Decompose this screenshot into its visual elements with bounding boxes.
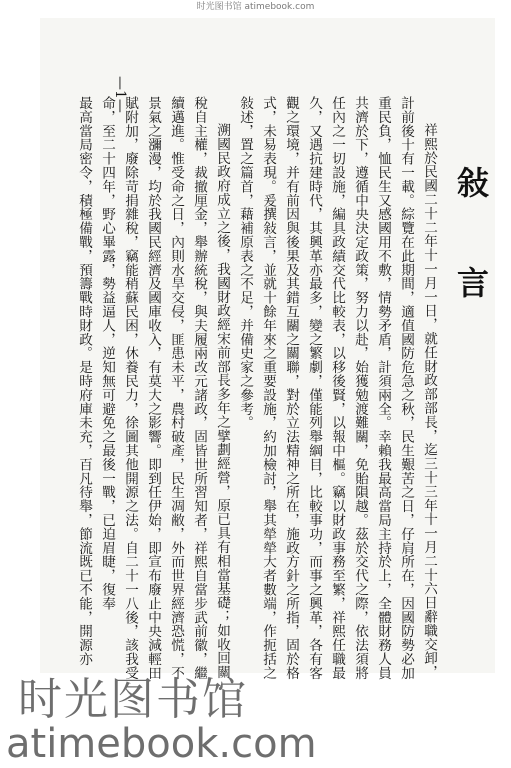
- watermark-chinese: 时光图书馆: [18, 674, 248, 725]
- watermark-top-banner: [0, 0, 511, 14]
- body-text: [76, 96, 440, 681]
- watermark-url: atimebook.com: [6, 721, 317, 767]
- page-number: —1—: [112, 76, 128, 113]
- page-title: 敍 言: [452, 166, 490, 316]
- scanned-book-page: [40, 18, 495, 680]
- paragraph-1: 祥熙於民國二十二年十一月一日，就任財政部部長，迄三十三年十一月二十六日辭職交卸，計前後十有一載。綜覽在此期間，適值國防危急之秋，民生艱苦之日，仔肩所在，因國防勢必加重民負，恤民生又感國用不敷，情勢矛盾，計須兩全。幸賴我最高當局主持於上，全體財務人員共濟於下，遵循中央決定政策，努力以赴，始獲勉渡難關，免貽隕越。茲於交代之際，依法須將任內之一切設施，編具政績交代比較表，以移後賢，以報中樞。竊以財政事務至繁，祥熙任職最久，又遇抗建時代，其興革亦最多，變之繁劇，僅能列舉綱目，比較事功，而事之興革，各有客觀之環境，并有前因與後果及其錯互關之關聯，對於立法精神之所在，施政方針之所指，固於格式，未易表現。爰撰敍言，並就十餘年來之重要設施，約加檢討，舉其犖犖大者數端，作扼括之敍述，置之篇首，藉補原表之不足，并備史家之參考。: [237, 96, 437, 680]
- paragraph-3: 最高當局密令，積極備戰，預籌戰時財政。是時府庫未充，百凡待舉，節流既已不能，開源亦: [76, 96, 92, 666]
- watermark-top-text: 时光图书馆 atimebook.com: [196, 2, 315, 12]
- paragraph-2: 溯國民政府成立之後，我國財政經宋前部長多年之擘劃經營，原已具有相當基礎；如收回關稅自主權，裁撤厘金，舉辦統稅，與夫履兩改元諸政，固皆世所習知者，祥熙自當步武前徽，繼續邁進。惟受命之日，內則水旱交侵，匪患未平，農村破產，民生凋敝，外而世界經濟恐慌，不景氣之瀰漫，均於我國民經濟及國庫收入，有莫大之影響。即到任伊始，即宣布廢止中央減輕田賦附加，廢除苛捐雜稅，竊能稍蘇民困，休養民力，徐圖其他開源之法。自二十一八後，該我受命，至二十四年，野心畢露，勢益逼人，逆知無可避免之最後一戰，已迫眉睫，復奉: [99, 96, 230, 680]
